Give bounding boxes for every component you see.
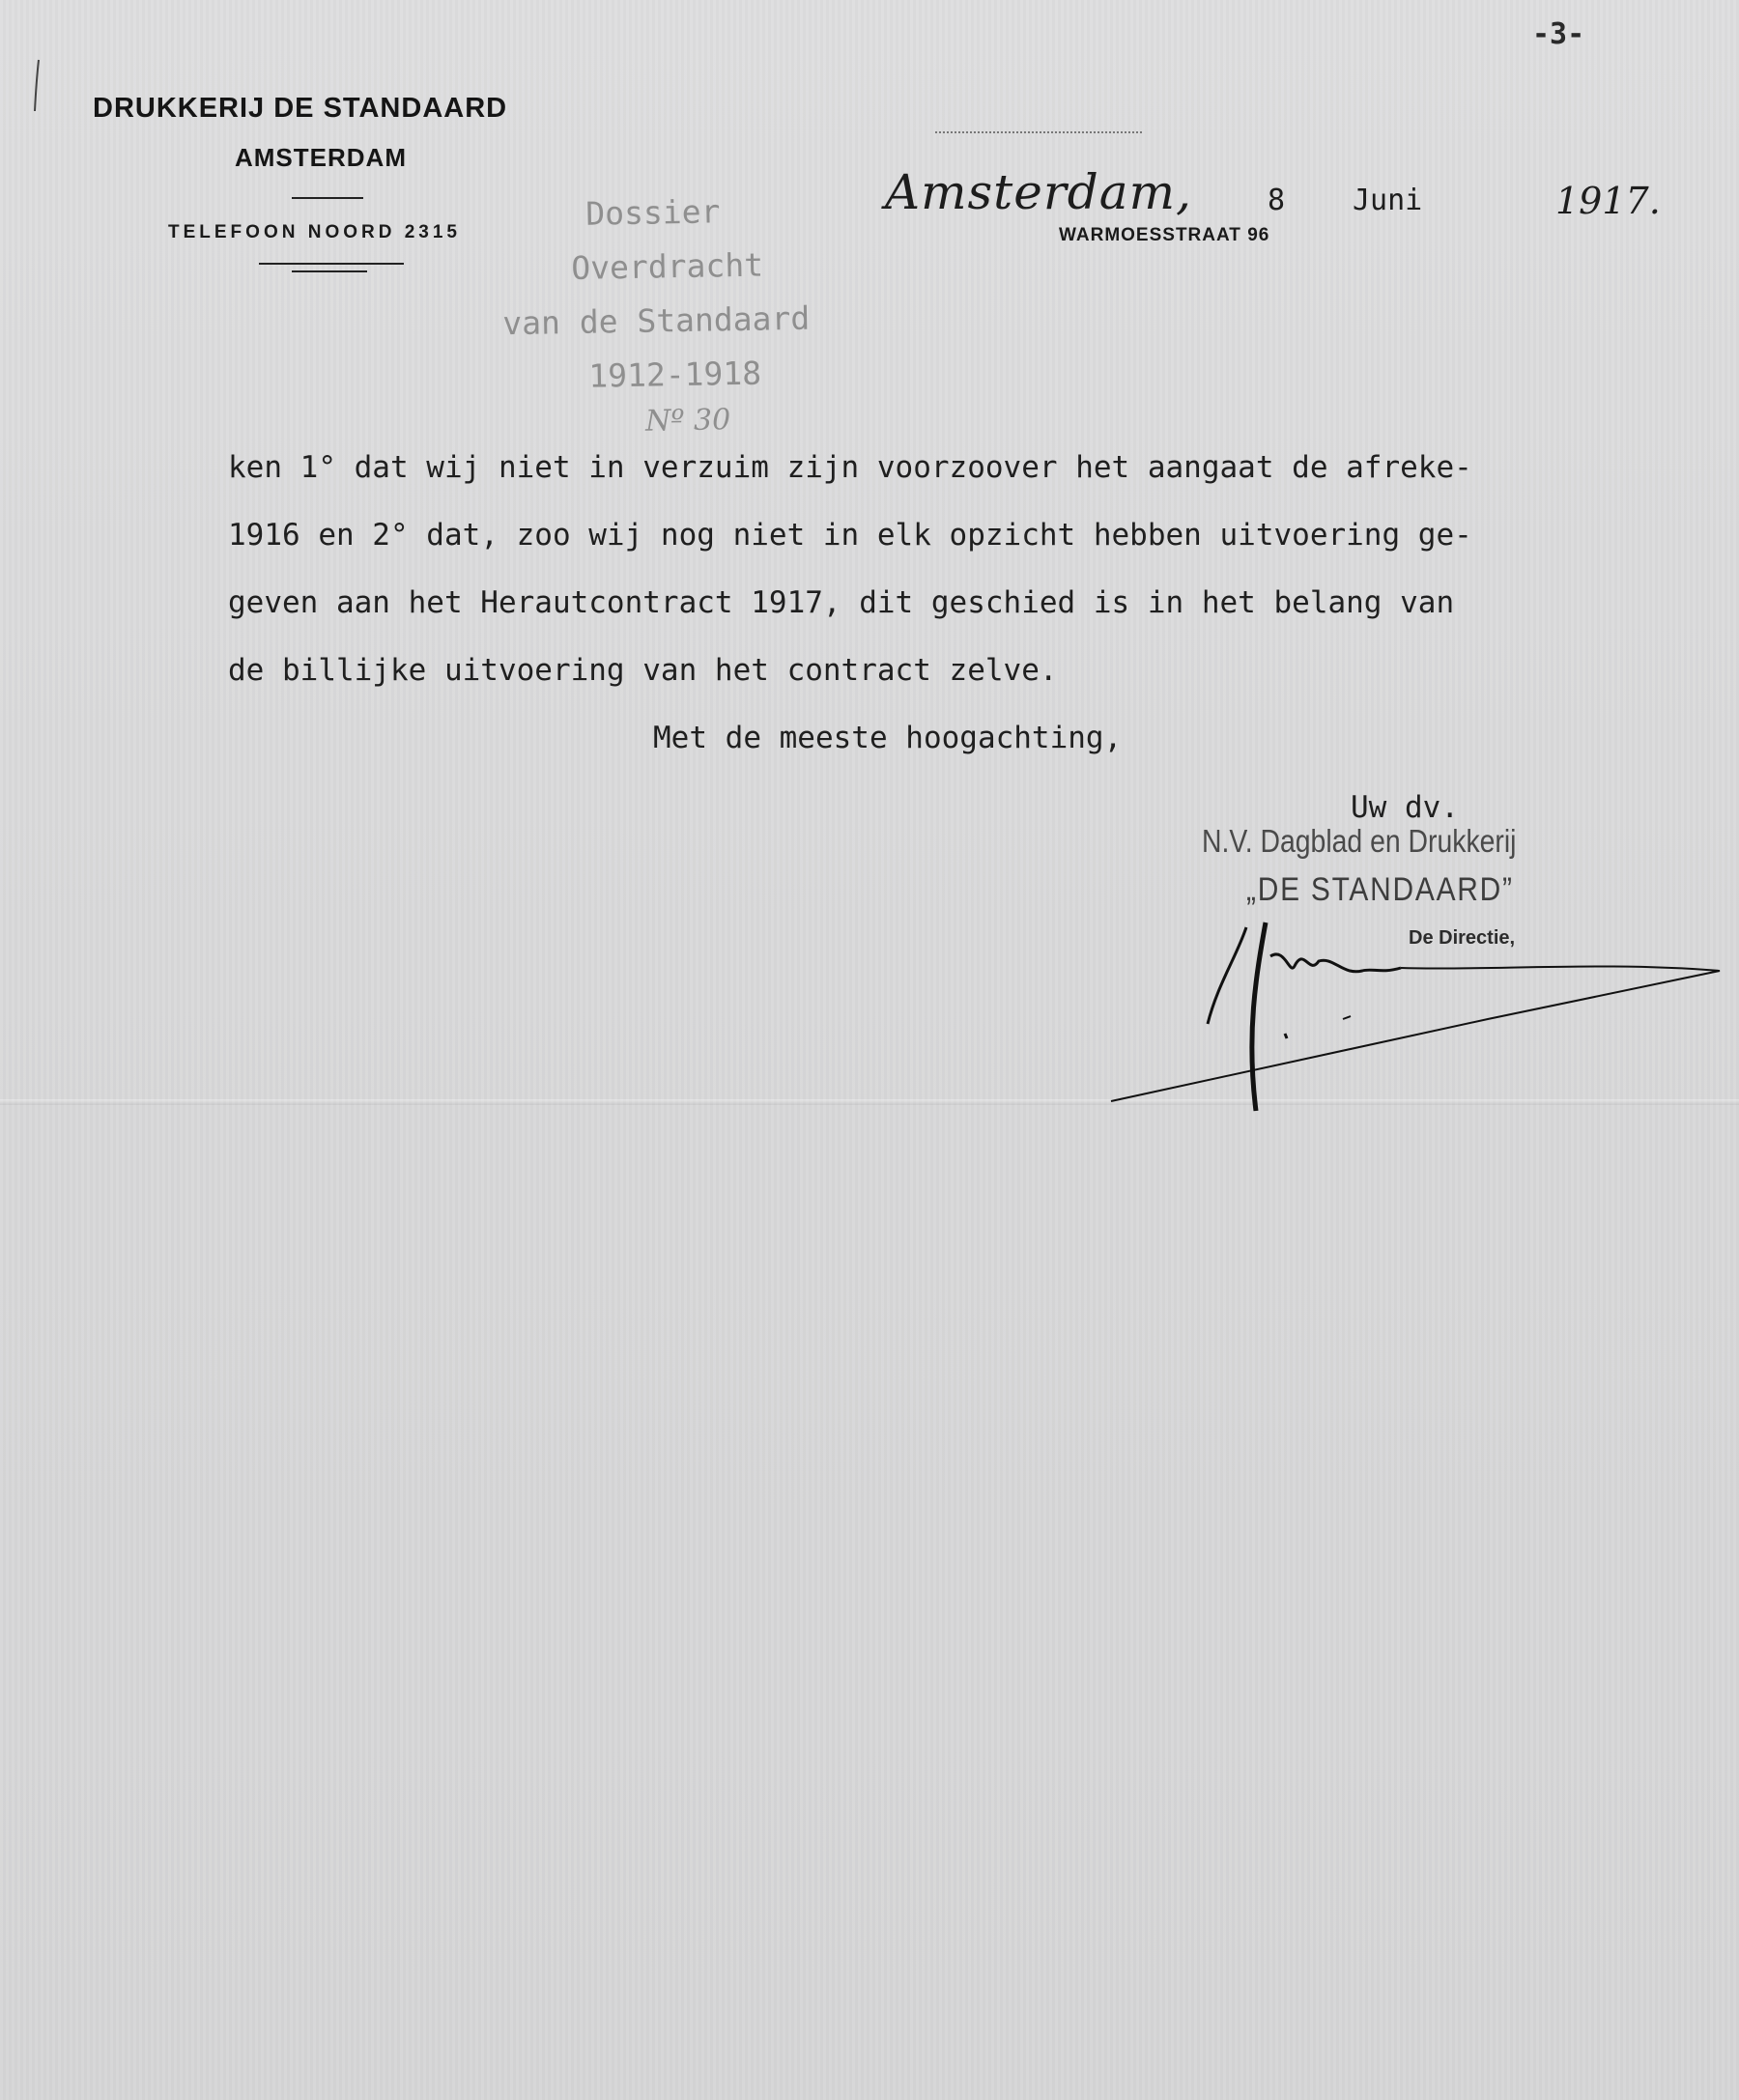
stamp-line: 1912-1918 [587, 354, 762, 395]
signature-salutation: Uw dv. [1351, 790, 1459, 825]
stamp-line: Dossier [585, 192, 721, 233]
letterhead-divider [292, 197, 363, 199]
letterhead-company: DRUKKERIJ DE STANDAARD [93, 93, 508, 124]
letterhead-street: WARMOESSTRAAT 96 [1059, 225, 1270, 245]
letterhead-divider [259, 263, 404, 265]
margin-mark [27, 58, 46, 116]
signature-title: De Directie, [1409, 927, 1516, 949]
handwritten-signature [1101, 918, 1739, 1130]
body-line: de billijke uitvoering van het contract zelve. [228, 653, 1058, 688]
dateline-place: Amsterdam, [885, 164, 1192, 220]
signature-company: N.V. Dagblad en Drukkerij [1202, 823, 1517, 859]
dotted-rule [935, 131, 1142, 133]
closing-line: Met de meeste hoogachting, [653, 721, 1123, 755]
stamp-line: van de Standaard [501, 298, 811, 343]
page-number: -3- [1532, 17, 1585, 51]
stamp-line: Overdracht [570, 245, 764, 288]
letterhead-city: AMSTERDAM [235, 143, 407, 172]
signature-name: „DE STANDAARD” [1246, 871, 1514, 908]
dateline-month: Juni [1353, 184, 1423, 217]
dateline-year: 1917. [1555, 180, 1661, 222]
body-line: ken 1° dat wij niet in verzuim zijn voorzoover het aangaat de afreke- [228, 450, 1472, 485]
body-line: 1916 en 2° dat, zoo wij nog niet in elk opzicht hebben uitvoering ge- [228, 518, 1472, 553]
dateline-day: 8 [1268, 184, 1286, 217]
body-line: geven aan het Herautcontract 1917, dit geschied is in het belang van [228, 585, 1455, 620]
letterhead-phone: TELEFOON NOORD 2315 [168, 222, 461, 242]
stamp-number: Nº 30 [644, 403, 731, 439]
letterhead-divider [292, 270, 367, 272]
archive-stamp [489, 190, 875, 439]
